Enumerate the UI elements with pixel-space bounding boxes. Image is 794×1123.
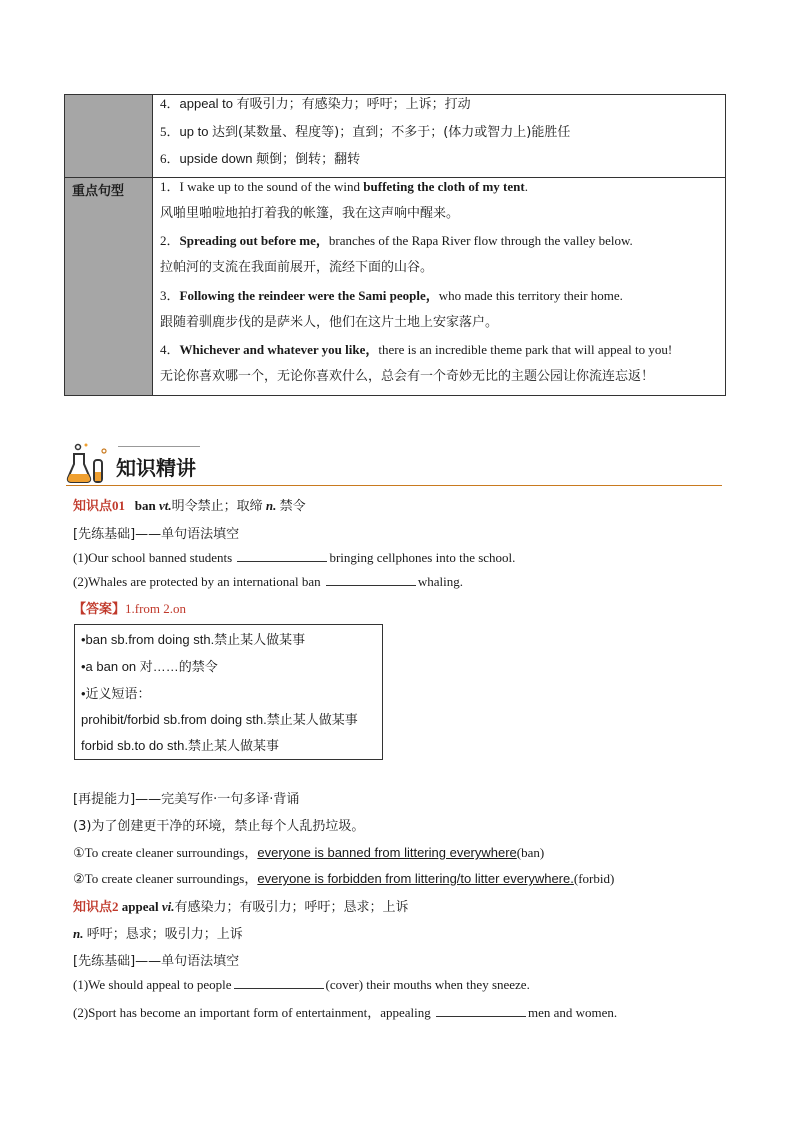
kp2-heading-noun: n. 呼吁；恳求；吸引力；上诉 — [73, 926, 243, 942]
kp1-question-3: (3)为了创建更干净的环境，禁止每个人乱扔垃圾。 — [73, 819, 365, 834]
answer-blank[interactable] — [436, 1004, 526, 1017]
key-sentence-en: 3．Following the reindeer were the Sami people，who made this territory their home. — [160, 288, 623, 303]
answer-blank[interactable] — [234, 976, 324, 989]
kp1-answer: 【答案】1.from 2.on — [73, 601, 187, 616]
section-title: 知识精讲 — [116, 456, 196, 480]
key-sentence-cn: 风啪里啪啦地拍打着我的帐篷，我在这声响中醒来。 — [160, 206, 460, 221]
kp1-basic-header: [先练基础]——单句语法填空 — [73, 527, 240, 542]
tip-line: •ban sb.from doing sth.禁止某人做某事 — [81, 632, 306, 647]
tip-line: •a ban on 对……的禁令 — [81, 659, 218, 674]
vocab-item: 5．up to 达到(某数量、程度等)；直到；不多于；(体力或智力上)能胜任 — [160, 124, 571, 140]
header-decoration-line — [118, 446, 200, 447]
kp1-ability-header: [再提能力]——完美写作·一句多译·背诵 — [73, 792, 300, 807]
key-sentence-cn: 拉帕河的支流在我面前展开，流经下面的山谷。 — [160, 260, 434, 275]
kp1-tip-box — [74, 624, 383, 760]
kp1-question-1: (1)Our school banned students bringing cellphones into the school. — [73, 550, 516, 565]
flask-icon — [66, 442, 112, 484]
answer-blank[interactable] — [237, 549, 327, 562]
section-header — [66, 440, 722, 486]
kp1-translation-1: ①To create cleaner surroundings，everyone is banned from littering everywhere(ban) — [73, 845, 545, 860]
vocab-item: 6．upside down 颠倒；倒转；翻转 — [160, 151, 361, 167]
table-row-divider — [65, 177, 725, 178]
key-sentence-en: 4．Whichever and whatever you like，there is an incredible theme park that will appeal to you! — [160, 342, 673, 357]
key-sentence-cn: 跟随着驯鹿步伐的是萨米人，他们在这片土地上安家落户。 — [160, 315, 499, 330]
kp2-question-2: (2)Sport has become an important form of entertainment，appealing men and women. — [73, 1005, 618, 1020]
kp1-question-2: (2)Whales are protected by an international ban whaling. — [73, 574, 463, 589]
kp1-translation-2: ②To create cleaner surroundings，everyone is forbidden from littering/to litter everywhere.(forbid) — [73, 871, 615, 886]
kp2-question-1: (1)We should appeal to people (cover) their mouths when they sneeze. — [73, 977, 530, 992]
tip-line: prohibit/forbid sb.from doing sth.禁止某人做某事 — [81, 712, 358, 727]
kp2-heading: 知识点2 appeal vi.有感染力；有吸引力；呼吁；恳求；上诉 — [73, 899, 409, 915]
tip-line: forbid sb.to do sth.禁止某人做某事 — [81, 738, 279, 753]
table-label-column — [65, 95, 153, 395]
key-sentence-cn: 无论你喜欢哪一个，无论你喜欢什么，总会有一个奇妙无比的主题公园让你流连忘返！ — [160, 369, 655, 384]
kp2-basic-header: [先练基础]——单句语法填空 — [73, 954, 240, 969]
sentence-section-label: 重点句型 — [72, 184, 125, 199]
key-sentence-en: 1．I wake up to the sound of the wind buffeting the cloth of my tent. — [160, 179, 528, 194]
answer-blank[interactable] — [326, 573, 416, 586]
vocab-item: 4．appeal to 有吸引力；有感染力；呼吁；上诉；打动 — [160, 96, 471, 112]
section-rule — [66, 485, 722, 486]
key-sentence-en: 2．Spreading out before me，branches of the Rapa River flow through the valley below. — [160, 233, 633, 248]
kp1-heading: 知识点01 ban vt.明令禁止；取缔 n. 禁令 — [73, 498, 306, 514]
tip-line: •近义短语： — [81, 686, 151, 701]
